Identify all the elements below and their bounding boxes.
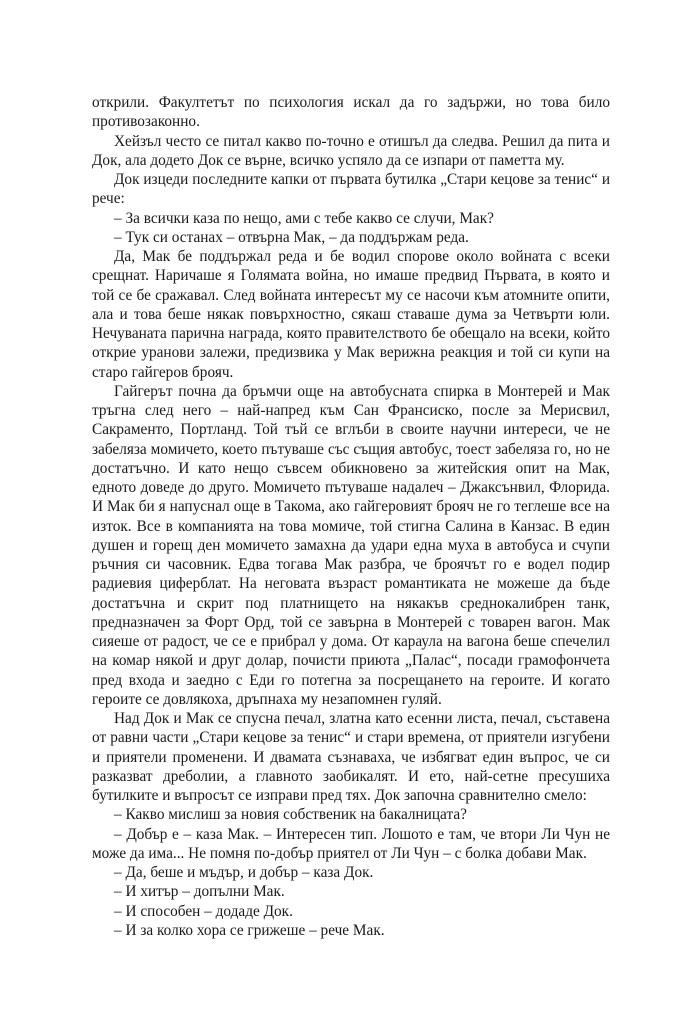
paragraph: Да, Мак бе поддържал реда и бе водил спорове около войната с всеки срещнат. Наричаше я Голямата война, но имаше предвид Първата, в която и той се бе сражавал. След войната интересът му се насочи към атомните опити, ала и това беше някак повърхностно, сякаш ставаше дума за Четвърти юли. Нечуваната парична награда, която правителството бе обещало на всеки, който открие уранови залежи, предизвика у Мак верижна реакция и той си купи на старо гайгеров брояч. (92, 248, 610, 381)
paragraph: Хейзъл често се питал какво по-точно е отишъл да следва. Решил да пита и Док, ала додето Док се върне, всичко успяло да се изпари от паметта му. (92, 132, 610, 169)
dialogue-line: – Какво мислиш за новия собственик на бакалницата? (114, 806, 467, 824)
paragraph: Над Док и Мак се спусна печал, златна като есенни листа, печал, съставена от равни части „Стари кецове за тенис“ и стари времена, от приятели изгубени и приятели променени. И двамата съзнаваха, че избягват един въпрос, че си разказват дреболии, а главното заобикалят. И ето, най-сетне пресушиха бутилките и въпросът се изправи пред тях. Док започна сравнително смело: (92, 710, 610, 804)
page-text-block (92, 93, 610, 940)
paragraph: открили. Факултетът по психология искал да го задържи, но това било противозаконно. (92, 94, 610, 131)
paragraph: Док изцеди последните капки от първата бутилка „Стари кецове за тенис“ и рече: (92, 171, 610, 208)
paragraph: Гайгерът почна да бръмчи още на автобусната спирка в Монтерей и Мак тръгна след него – най-напред към Сан Франсиско, после за Мерисвил, Сакраменто, Портланд. Той тъй се вглъби в своите научни интереси, че не забеляза момичето, което пътуваше със същия автобус, тоест забеляза го, но не достатъчно. И като нещо съвсем обикновено за житейския опит на Мак, едното доведе до друго. Момичето пътуваше надалеч – Джаксънвил, Флорида. И Мак би я напуснал още в Такома, ако гайгеровият брояч не го теглеше все на изток. Все в компанията на това момиче, той стигна Салина в Канзас. В един душен и горещ ден момичето замахна да удари една муха в автобуса и счупи ръчния си часовник. Едва тогава Мак разбра, че броячът го е водел подир радиевия циферблат. На неговата възраст романтиката не можеше да бъде достатъчна и скрит под платнището на някакъв среднокалибрен танк, предназначен за Форт Орд, той се завърна в Монтерей с товарен вагон. Мак сияеше от радост, че се е прибрал у дома. От караула на вагона беше спечелил на комар някой и друг долар, почисти приюта „Палас“, посади грамофончета пред входа и заедно с Еди го потегна за посрещането на героите. И когато героите се довлякоха, дръпнаха му незапомнен гуляй. (92, 382, 610, 708)
dialogue-line: – Добър е – каза Мак. – Интересен тип. Лошото е там, че втори Ли Чун не може да има... Не помня по-добър приятел от Ли Чун – с болка добави Мак. (92, 825, 610, 862)
dialogue-line: – И за колко хора се грижеше – рече Мак. (114, 921, 385, 939)
dialogue-line: – И хитър – допълни Мак. (114, 883, 285, 901)
dialogue-line: – И способен – додаде Док. (114, 902, 293, 920)
dialogue-line: – Да, беше и мъдър, и добър – каза Док. (114, 864, 374, 881)
dialogue-line: – За всички каза по нещо, ами с тебе какво се случи, Мак? (114, 209, 494, 227)
dialogue-line: – Тук си останах – отвърна Мак, – да поддържам реда. (114, 228, 469, 246)
